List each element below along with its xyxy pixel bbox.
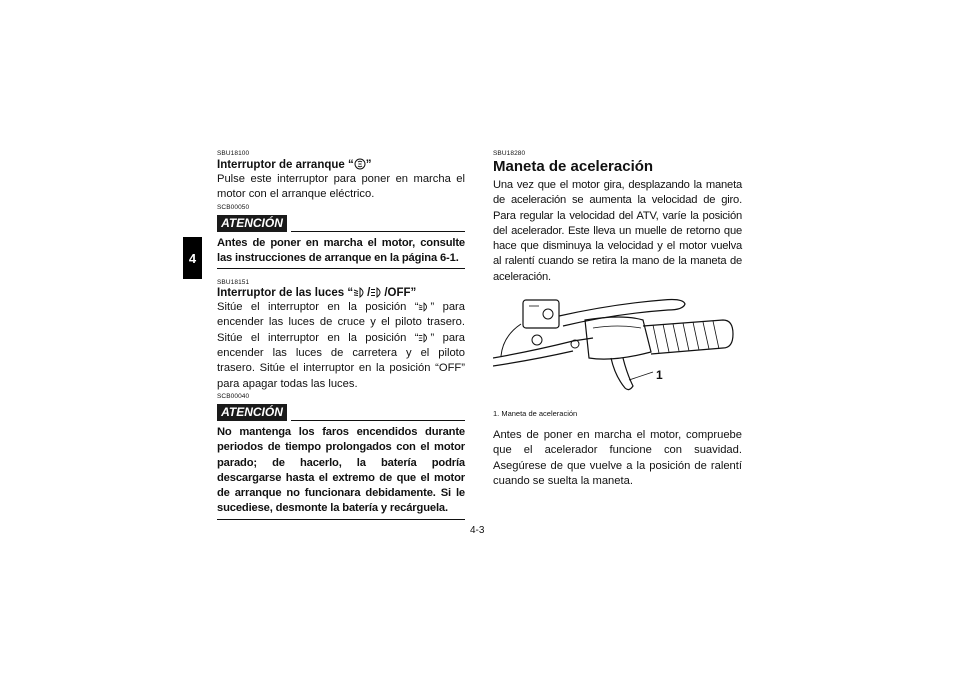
left-column [217,150,465,520]
section-code: SBU18100 [217,150,250,157]
warning-code: SCB00050 [217,203,250,211]
handlebar-illustration [493,296,742,403]
warning-text: Antes de poner en marcha el motor, consulte las instrucciones de arranque en la página 6-1. [217,236,465,264]
section-heading-lights: Interruptor de las luces “ / /OFF” [217,287,417,300]
chapter-tab: 4 [183,237,202,279]
warning-rule [291,420,465,421]
warning-text: No mantenga los faros encendidos durante periodos de tiempo prolongados con el motor parado; de hacerlo, la batería podría descargarse hasta el extremo de que el motor de arranque no funcionara debidamente. Si le sucediese, desmonte la batería y recárguela. [217,425,465,515]
starter-body: Pulse este interruptor para poner en marcha el motor con el arranque eléctrico. [217,173,465,201]
warning-end-rule [217,519,465,520]
figure-caption: 1. Maneta de aceleración [493,409,578,419]
warning-code: SCB00040 [217,392,250,400]
warning-header [217,213,465,233]
figure-callout: 1 [656,368,663,383]
section-code: SBU18151 [217,279,250,287]
section-code: SBU18280 [493,150,526,157]
high-beam-icon [418,333,430,343]
warning-rule [291,231,465,232]
throttle-figure [493,296,742,403]
warning-label: ATENCIÓN [217,215,287,232]
high-beam-icon [370,287,384,298]
section-heading-starter: Interruptor de arranque “ ” [217,159,372,171]
page-number: 4-3 [470,525,485,536]
right-column [493,150,742,489]
throttle-body: Una vez que el motor gira, desplazando la maneta de aceleración se aumenta la velocidad de giro. Para regular la velocidad del ATV, varíe la posición del acelerador. Este lleva un muelle de retorno que hace que disminuya la velocidad y el motor vuelva al ralentí cuando se retira la mano de la maneta de aceleración. [493,179,742,283]
low-beam-icon [353,287,367,298]
lights-body: Sitúe el interruptor en la posición “ ” para encender las luces de cruce y el piloto trasero. Sitúe el interruptor en la posición “ ” para encender las luces de carretera y el piloto trasero. Sitúe el interruptor en la posición “OFF” para apagar todas las luces. [217,301,465,390]
low-beam-icon [418,302,430,312]
throttle-check-body: Antes de poner en marcha el motor, compruebe que el acelerador funcione con suavidad. Asegúrese de que vuelve a la posición de ralentí cuando se suelta la maneta. [493,429,742,487]
warning-header [217,402,465,422]
start-button-icon [354,158,366,170]
warning-label: ATENCIÓN [217,404,287,421]
section-heading-throttle: Maneta de aceleración [493,158,654,175]
